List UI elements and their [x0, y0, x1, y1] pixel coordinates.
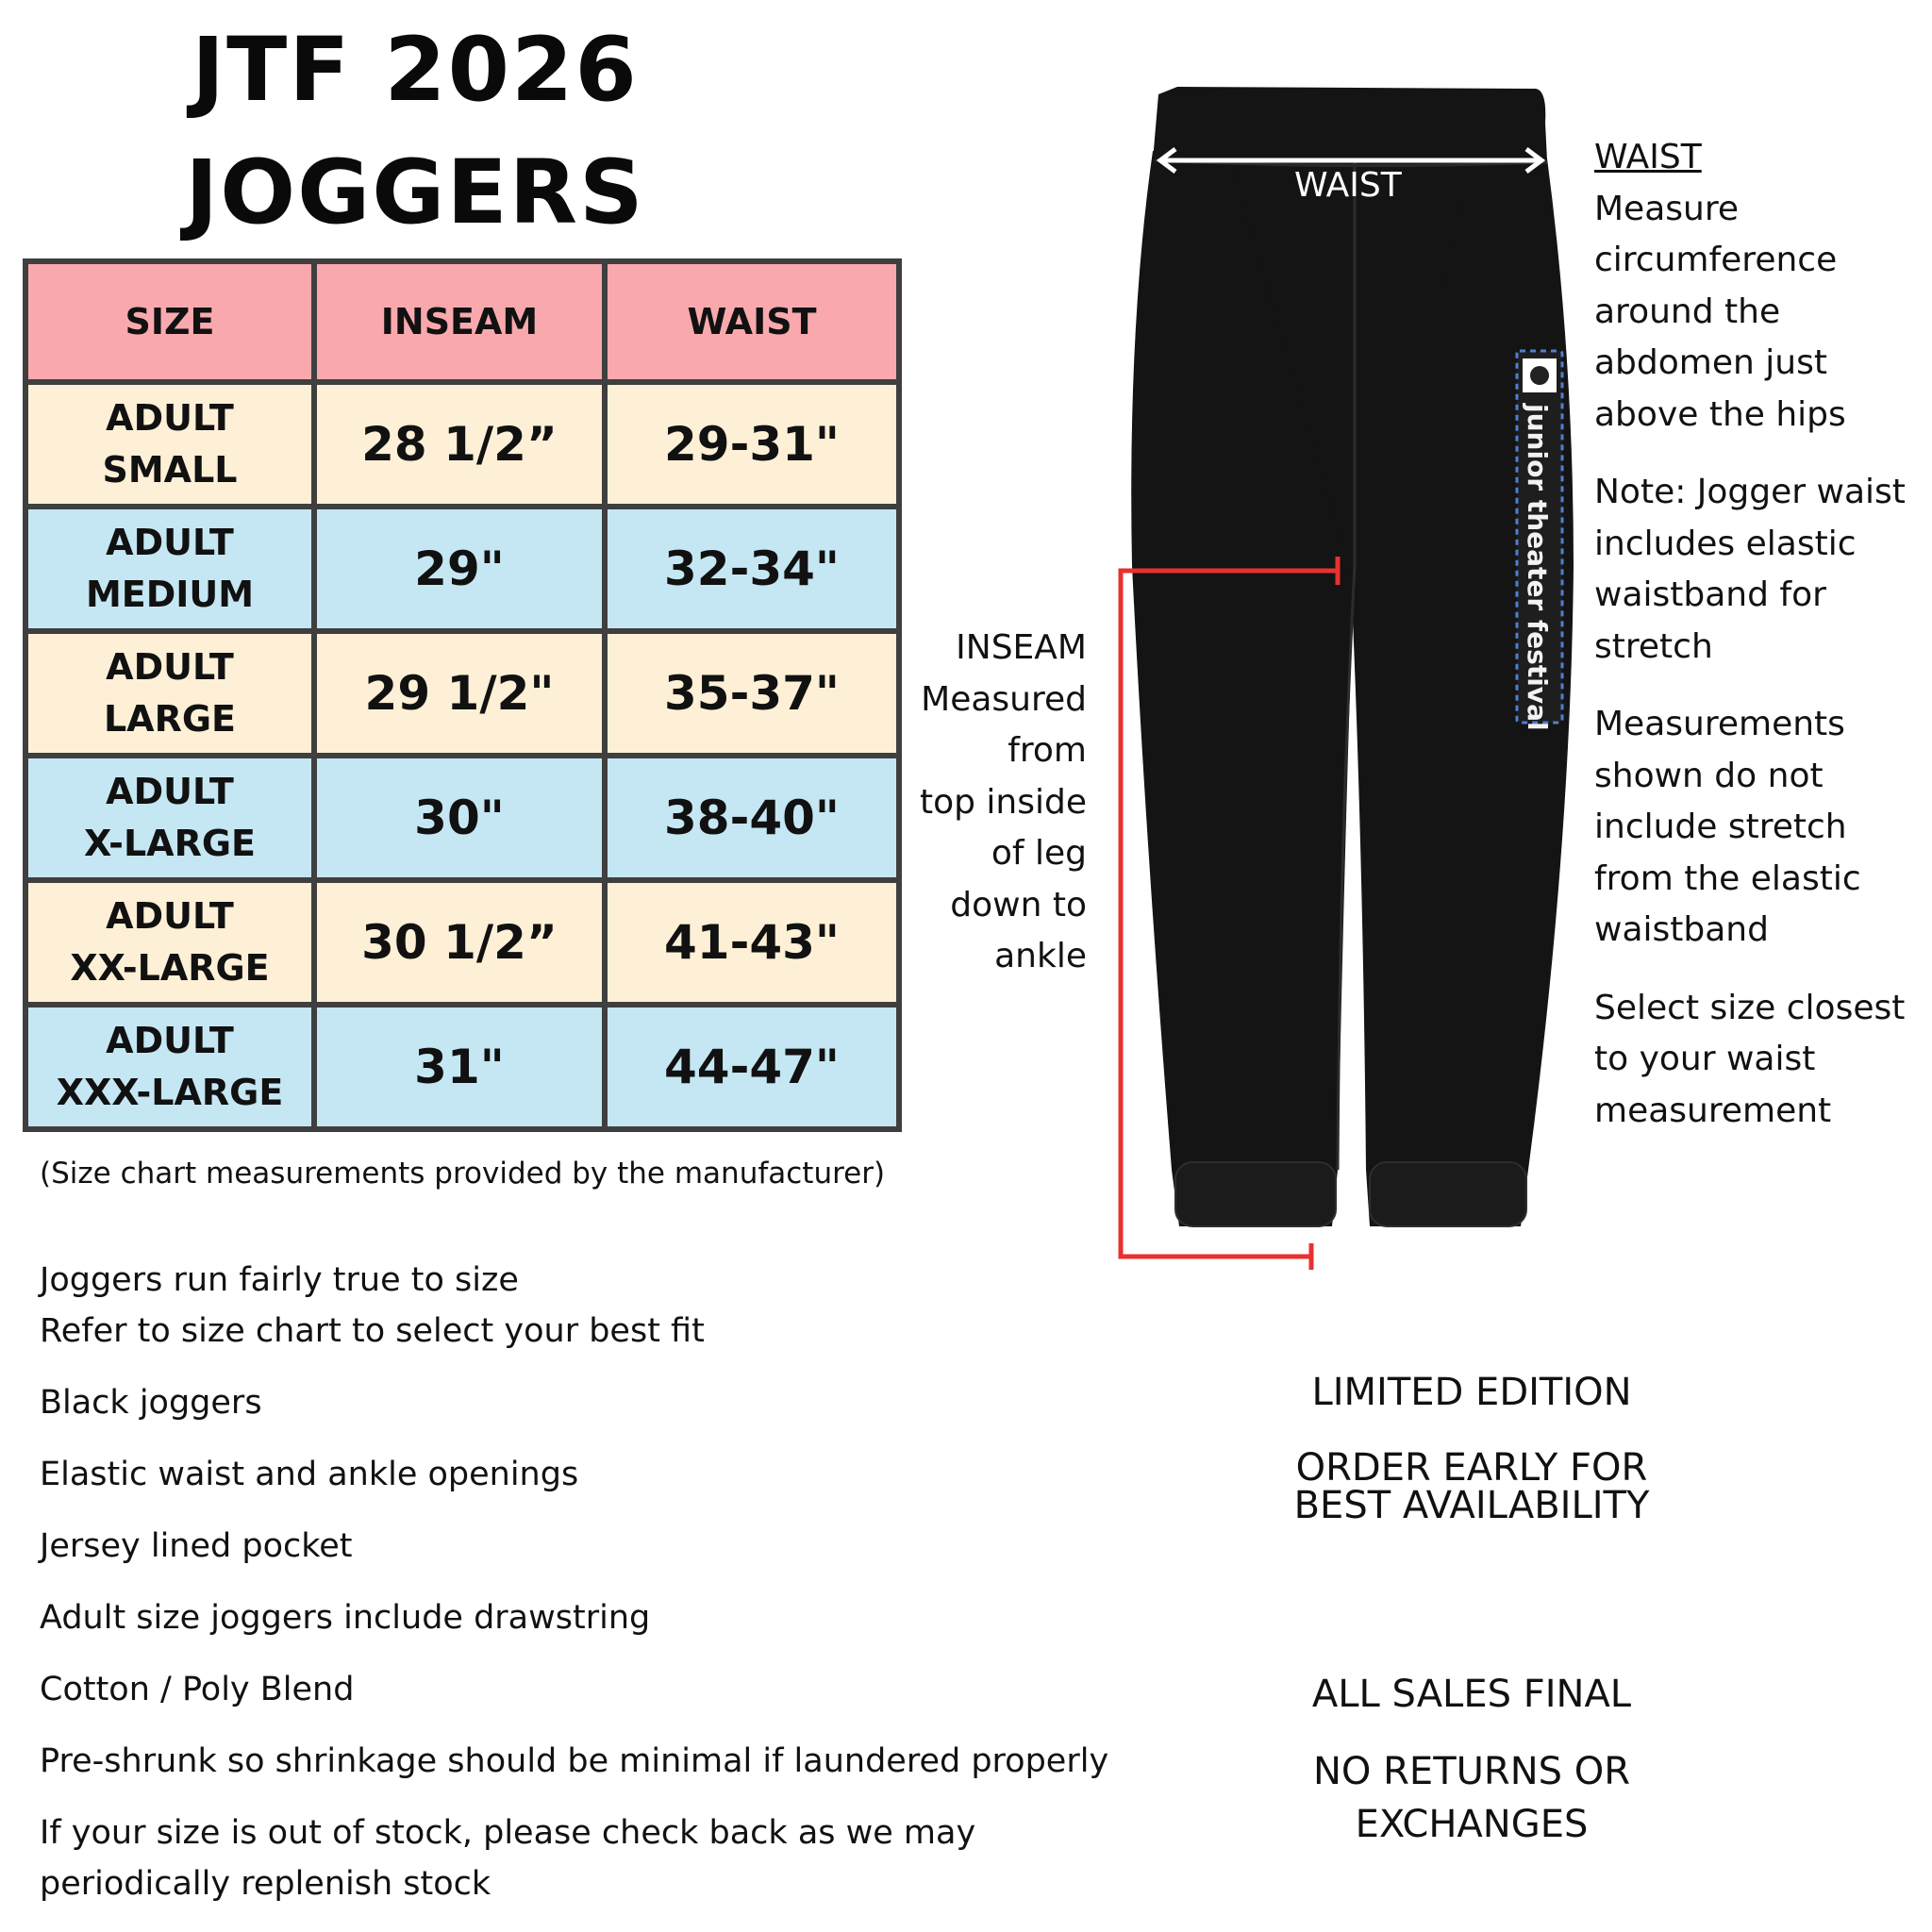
- header-waist: WAIST: [605, 261, 899, 382]
- no-returns-line1: NO RETURNS OR: [1313, 1750, 1630, 1793]
- order-early-line1: ORDER EARLY FOR: [1295, 1446, 1648, 1490]
- feature-item: Cotton / Poly Blend: [40, 1671, 355, 1708]
- size-line1: ADULT: [106, 770, 234, 812]
- size-line1: ADULT: [106, 521, 234, 563]
- inseam-cell: 29 1/2": [314, 631, 605, 756]
- all-sales-final-label: ALL SALES FINAL: [1311, 1673, 1632, 1716]
- feature-item: If your size is out of stock, please check back as we may: [40, 1814, 976, 1852]
- feature-item: Joggers run fairly true to size: [40, 1261, 519, 1299]
- size-line2: XXX-LARGE: [56, 1072, 284, 1113]
- inseam-cell: 28 1/2”: [314, 382, 605, 507]
- no-returns-line2: EXCHANGES: [1355, 1803, 1589, 1846]
- waist-heading: WAIST: [1594, 138, 1702, 176]
- feature-item: Black joggers: [40, 1384, 262, 1422]
- feature-item: Pre-shrunk so shrinkage should be minimal if laundered properly: [40, 1742, 1109, 1780]
- waist-cell: 35-37": [605, 631, 899, 756]
- limited-edition-label: LIMITED EDITION: [1311, 1371, 1632, 1414]
- feature-item: Refer to size chart to select your best fit: [40, 1312, 705, 1350]
- waist-note-text: Note: Jogger waist includes elastic waistband for stretch: [1594, 473, 1906, 666]
- header-inseam: INSEAM: [314, 261, 605, 382]
- order-early-line2: BEST AVAILABILITY: [1293, 1484, 1650, 1527]
- inseam-note-line: Measured: [921, 679, 1087, 719]
- size-line1: ADULT: [106, 645, 234, 688]
- inseam-note-line: from: [1008, 731, 1087, 770]
- size-line1: ADULT: [106, 1019, 234, 1061]
- waist-measurements-text: Measurements shown do not include stretch from the elastic waistband: [1594, 705, 1861, 949]
- waist-instructions: [1594, 132, 1924, 1163]
- inseam-note-line: down to: [950, 885, 1087, 924]
- page-title-line1: JTF 2026: [192, 19, 639, 122]
- waist-cell: 44-47": [605, 1005, 899, 1129]
- inseam-note-line: top inside: [919, 782, 1087, 822]
- inseam-note-line: ankle: [994, 937, 1087, 975]
- size-line2: LARGE: [103, 698, 237, 740]
- size-line1: ADULT: [106, 894, 234, 937]
- left-cuff: [1175, 1162, 1336, 1226]
- size-line2: SMALL: [102, 449, 238, 491]
- waist-select-text: Select size closest to your waist measurement: [1594, 988, 1906, 1130]
- feature-item: Adult size joggers include drawstring: [40, 1599, 651, 1637]
- waist-diagram-label: WAIST: [1294, 166, 1402, 205]
- inseam-note-line: INSEAM: [956, 628, 1087, 667]
- waistband-shape: [1153, 87, 1547, 160]
- waist-cell: 38-40": [605, 756, 899, 880]
- right-cuff: [1370, 1162, 1526, 1226]
- size-line2: MEDIUM: [85, 574, 255, 615]
- inseam-explanation: [849, 623, 1087, 983]
- header-size: SIZE: [25, 261, 314, 382]
- inseam-cell: 31": [314, 1005, 605, 1129]
- inseam-cell: 30": [314, 756, 605, 880]
- feature-item: periodically replenish stock: [40, 1865, 491, 1903]
- waist-cell: 29-31": [605, 382, 899, 507]
- inseam-cell: 29": [314, 507, 605, 631]
- page-title-line2: JOGGERS: [185, 142, 645, 244]
- logo-text: junior theater festival: [1522, 404, 1553, 731]
- inseam-note-line: of leg: [991, 834, 1087, 873]
- waist-cell: 32-34": [605, 507, 899, 631]
- size-line2: X-LARGE: [83, 823, 256, 864]
- size-line1: ADULT: [106, 396, 234, 439]
- inseam-cell: 30 1/2”: [314, 880, 605, 1005]
- feature-item: Jersey lined pocket: [40, 1527, 353, 1565]
- waist-measure-text: Measure circumference around the abdomen just above the hips: [1594, 189, 1846, 434]
- feature-item: Elastic waist and ankle openings: [40, 1456, 579, 1493]
- waist-cell: 41-43": [605, 880, 899, 1005]
- manufacturer-note: (Size chart measurements provided by the manufacturer): [40, 1157, 886, 1191]
- size-line2: XX-LARGE: [70, 947, 270, 989]
